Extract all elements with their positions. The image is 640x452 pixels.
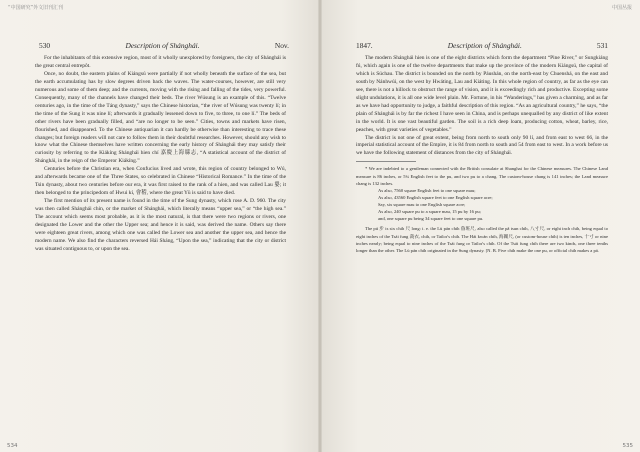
running-head-left — [39, 41, 289, 50]
list-item: As also, 240 square pu to a square mau, 15 pu by 16 pu; — [378, 209, 481, 215]
list-item: Say, six square mau to one English square acre; — [378, 202, 466, 208]
footnote-rule — [356, 161, 416, 162]
page-year-right: 1847. — [356, 41, 373, 50]
footnote-continued: The pú 步 is six chih 尺 long: i. e. the Lü pán chih 魯班尺, also called the pâ tsun chih, 八寸尺, or eight inch chih, being equal to eight inches of the Tsái fung 裁衣, chih, or Tailor's chih. The Hái kwán chih, 海關尺, (or custom-house chih) is ten inches, 十寸 or nine inches nearly; being equal to nine inches of the Tsái fung or Tailor's chih. Of the Tsái fung chih there are two kinds, one three tenths longer than the other. The Lü pán chih originated in the Sung dynasty. [N. B. Five chih make the one pu, or official chih makes a pá. — [356, 226, 608, 254]
page-footer-right: 535 — [622, 443, 633, 449]
series-label-right: 中国丛报 — [611, 5, 632, 11]
paragraph: The first mention of its present name is found in the time of the Sung dynasty, which rose A. D. 960. The city was then called Shánghái chin, or the market of Shánghái, which literally means “upper sea,” or “the high sea.” The account which seems most probable, as it is the most natural, is that there were two regions or rivers, one designated the Lower and the other the Upper sea; and hence it is said, was derived the name. Others say there were eighteen great rivers, among which one was called the Lower sea and another the upper sea, and hence the modern name. We also find the characters reversed Hái Sháng, “Upon the sea,” indicating that the city or district was situated contiguous to, or upon the sea. — [35, 198, 286, 252]
body-text-right — [356, 55, 608, 254]
running-head-right — [356, 41, 608, 50]
paragraph: Once, no doubt, the eastern plains of Kiángsú were partially if not wholly beneath the surface of the sea, but the earth accumulating has by slow degrees driven back the waves. The water-courses, however, are still very numerous and some of them deep; and the currents, moving with the rising and falling of the tides, very powerful. Consequently, many of the channels have changed their beds. The river Wúsung is an example of this. “Twelve centuries ago, in the time of the Táng dynasty,” says the Chinese historian, “the river of Wúsung was twenty lí; in the time of the Sung it was nine lí; afterwards it gradually lessened down to five, to three, to one lí.” The beds of other rivers have been gradually filled, and “are no longer to be seen.” Cities, towns and markets have risen, flourished, and disappeared. To the Chinese antiquarian it can hardly be otherwise than interesting to trace these changes; but foreign readers will not care to follow them in their doubtful researches. However, should any wish to know what the Chinese themselves have written concerning the early history of Shánghái they may satisfy their curiosity by referring to the Kiákíng Shánghái hien chí 嘉慶上海縣志, “A statistical account of the district of Shánghái, in the reign of the Emperor Kiákíng.” — [35, 70, 286, 165]
running-title-right: Description of Shánghái. — [447, 41, 522, 50]
book-gutter — [318, 0, 322, 452]
measure-list — [356, 187, 608, 222]
list-item: As also, 43560 English square feet to one English square acre; — [378, 195, 493, 201]
series-label-left: “中国研究”外文旧刊汇刊 — [8, 5, 64, 11]
list-item: and, one square pu being 34 square feet to one square pu. — [378, 216, 484, 222]
paragraph: For the inhabitants of this extensive region, most of it wholly unexplored by foreigners, the city of Shánghái is the great central entrepôt. — [35, 55, 286, 69]
paragraph: The modern Shánghái hien is one of the eight districts which form the department “Pine River,” or Sungkiáng fú, which again is one of the twelve departments that make up the province of the modern Kiángsú, the capital of which is Súchau. The district is bounded on the north by Páushán, on the north-east by Chuenshá, on the east and south by Nánhwúi, on the west by Hwáting, Lau and Kiáting. In this whole region of country, as far as the eye can see, there is not a hillock to obstruct the range of vision, and it is exceedingly rich and productive. Excepting some slight undulations, it is all one wide level plain. Mr. Fortune, in his “Wanderings,” has given a charming, and as far as we have had opportunity to judge, a faithful description of this region. “As an agricultural country,” he says, “the plain of Shánghái is by far the richest I have seen in China, and is perhaps unequalled by any district of like extent in the world. It is one vast beautiful garden. The soil is a rich deep loam, producing cotton, wheat, barley, rice, peaches, with great varieties of vegetables.” — [356, 55, 608, 133]
running-title-left: Description of Shánghái. — [125, 41, 200, 50]
body-text-left — [35, 55, 286, 254]
page-footer-left: 534 — [7, 443, 18, 449]
paragraph: The district is not one of great extent, being from north to south only 90 lí, and from east to west 66, in the imperial statistical account of the Empire, it is 84 from north to south and 54 from east to west. In a work before us we have the following statement of distances from the city of Shánghái. — [356, 134, 608, 157]
list-item: As also, 7560 square English feet to one square mau; — [378, 188, 476, 193]
running-month-left: Nov. — [274, 41, 289, 50]
page-number-left: 530 — [39, 41, 51, 50]
right-page — [320, 0, 640, 452]
paragraph: Centuries before the Christian era, when Confucius lived and wrote, this region of country belonged to Wú, and afterwards became one of the Three States, so celebrated in Chinese “Historical Romance.” In the time of the Tsin dynasty, about two centuries before our era, it was first raised to the rank of a hien, and was called Lau 婁; it then belonged to the principedom of Hwui kí, 會稽, where the great Yü is said to have died. — [35, 166, 286, 197]
footnote: * We are indebted to a gentleman connected with the British consulate at Shanghai for the Chinese measures. The Chinese Land measure is 86 inches, or 5¾ English feet to the pu, and two pu to a chang. The custom-house chang is 141 inches; the Land measure chang is 132 inches. — [356, 166, 608, 186]
page-number-right: 531 — [596, 41, 608, 50]
